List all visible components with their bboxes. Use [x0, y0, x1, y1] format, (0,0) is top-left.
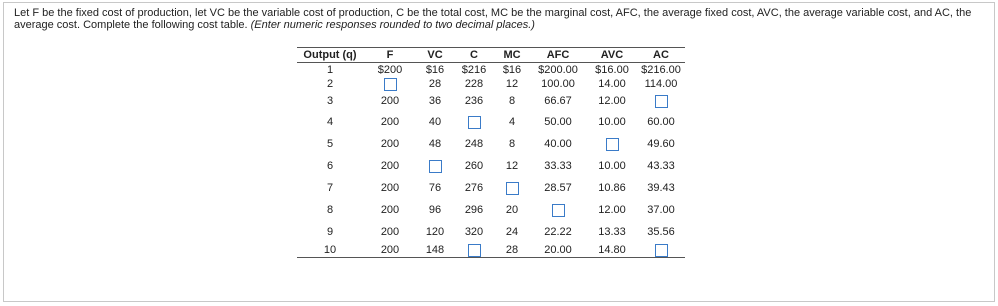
table-row — [297, 199, 685, 221]
answer-input-c-q10[interactable] — [468, 244, 481, 257]
cell-c-q3: 236 — [464, 95, 484, 107]
cell-c-q4 — [453, 111, 495, 133]
table-row — [297, 243, 685, 258]
cell-mc-q9: 24 — [505, 226, 519, 238]
cell-avc-q2: 14.00 — [598, 78, 626, 90]
cell-c-q5: 248 — [464, 138, 484, 150]
cell-c-q1: $216 — [461, 64, 487, 76]
cell-c-q9: 320 — [464, 226, 484, 238]
cell-ac-q2: 114.00 — [644, 78, 678, 90]
header-ac: AC — [637, 48, 685, 63]
cell-output-q7: 7 — [326, 182, 334, 194]
cell-avc-q3: 12.00 — [598, 95, 626, 107]
cell-afc-q9: 22.22 — [544, 226, 572, 238]
cell-avc-q8: 12.00 — [598, 204, 626, 216]
cell-avc-q6: 10.00 — [598, 160, 626, 172]
cell-f-q8: 200 — [380, 204, 400, 216]
header-mc: MC — [495, 48, 529, 63]
cost-table-body — [297, 63, 685, 258]
question-prompt — [14, 7, 989, 31]
cell-vc-q3: 36 — [428, 95, 442, 107]
cell-vc-q10: 148 — [417, 243, 453, 258]
cell-vc-q6 — [417, 155, 453, 177]
cell-vc-q2: 28 — [428, 78, 442, 90]
cell-vc-q1: $16 — [425, 64, 445, 76]
cell-vc-q7: 76 — [428, 182, 442, 194]
cell-ac-q3 — [637, 91, 685, 111]
cell-f-q7: 200 — [380, 182, 400, 194]
cell-c-q8: 296 — [464, 204, 484, 216]
answer-input-afc-q8[interactable] — [552, 204, 565, 217]
cell-afc-q8 — [529, 199, 587, 221]
header-avc: AVC — [587, 48, 637, 63]
table-row — [297, 63, 685, 78]
cell-f-q10: 200 — [363, 243, 417, 258]
cell-f-q9: 200 — [380, 226, 400, 238]
cell-output-q9: 9 — [326, 226, 334, 238]
cell-ac-q1: $216.00 — [641, 64, 681, 76]
cell-f-q1: $200 — [377, 64, 403, 76]
cell-avc-q1: $16.00 — [595, 64, 629, 76]
header-afc: AFC — [529, 48, 587, 63]
table-row — [297, 221, 685, 243]
cell-afc-q6: 33.33 — [544, 160, 572, 172]
cell-mc-q4: 4 — [508, 116, 516, 128]
cell-c-q7: 276 — [464, 182, 484, 194]
cell-output-q6: 6 — [326, 160, 334, 172]
answer-input-ac-q3[interactable] — [655, 95, 668, 108]
header-f: F — [363, 48, 417, 63]
cell-mc-q7 — [495, 177, 529, 199]
cell-afc-q7: 28.57 — [544, 182, 572, 194]
cell-f-q2 — [363, 77, 417, 91]
cell-f-q5: 200 — [380, 138, 400, 150]
cell-avc-q4: 10.00 — [598, 116, 626, 128]
cell-avc-q7: 10.86 — [598, 182, 626, 194]
cell-ac-q8: 37.00 — [647, 204, 675, 216]
cell-ac-q6: 43.33 — [647, 160, 675, 172]
cell-mc-q3: 8 — [508, 95, 516, 107]
cell-ac-q9: 35.56 — [647, 226, 675, 238]
cell-mc-q2: 12 — [505, 78, 519, 90]
cell-output-q3: 3 — [326, 95, 334, 107]
cell-avc-q9: 13.33 — [598, 226, 626, 238]
cell-afc-q2: 100.00 — [541, 78, 575, 90]
cell-output-q10: 10 — [297, 243, 363, 258]
table-row — [297, 111, 685, 133]
cell-vc-q9: 120 — [425, 226, 445, 238]
cost-table — [297, 47, 685, 258]
cell-mc-q8: 20 — [505, 204, 519, 216]
cell-afc-q1: $200.00 — [538, 64, 578, 76]
cell-ac-q5: 49.60 — [647, 138, 675, 150]
answer-input-avc-q5[interactable] — [606, 138, 619, 151]
answer-input-mc-q7[interactable] — [506, 182, 519, 195]
cell-vc-q8: 96 — [428, 204, 442, 216]
cell-f-q3: 200 — [380, 95, 400, 107]
cell-afc-q10: 20.00 — [529, 243, 587, 258]
answer-input-ac-q10[interactable] — [655, 244, 668, 257]
cell-f-q6: 200 — [380, 160, 400, 172]
cell-mc-q10: 28 — [495, 243, 529, 258]
table-row — [297, 177, 685, 199]
table-row — [297, 133, 685, 155]
cell-vc-q5: 48 — [428, 138, 442, 150]
cell-output-q5: 5 — [326, 138, 334, 150]
cell-mc-q1: $16 — [502, 64, 522, 76]
table-header-row — [297, 48, 685, 63]
answer-input-c-q4[interactable] — [468, 116, 481, 129]
cell-c-q2: 228 — [464, 78, 484, 90]
table-row — [297, 155, 685, 177]
cell-c-q6: 260 — [464, 160, 484, 172]
cell-mc-q6: 12 — [505, 160, 519, 172]
cell-f-q4: 200 — [380, 116, 400, 128]
cell-output-q4: 4 — [326, 116, 334, 128]
prompt-instruction: (Enter numeric responses rounded to two decimal places.) — [250, 19, 535, 31]
cell-afc-q5: 40.00 — [544, 138, 572, 150]
cell-mc-q5: 8 — [508, 138, 516, 150]
cell-vc-q4: 40 — [428, 116, 442, 128]
cell-output-q2: 2 — [326, 78, 334, 90]
cell-avc-q10: 14.80 — [587, 243, 637, 258]
prompt-text: Let F be the fixed cost of production, let VC be the variable cost of production, C be the total cost, MC be the marginal cost, AFC, the average fixed cost, AVC, the average variable cost, and AC, the average cost. Complete the following cost table. — [14, 7, 972, 31]
answer-input-vc-q6[interactable] — [429, 160, 442, 173]
cell-afc-q3: 66.67 — [544, 95, 572, 107]
header-output: Output (q) — [297, 48, 363, 63]
cell-output-q1: 1 — [326, 64, 334, 76]
table-row — [297, 91, 685, 111]
cell-ac-q7: 39.43 — [647, 182, 675, 194]
header-c: C — [453, 48, 495, 63]
cell-output-q8: 8 — [326, 204, 334, 216]
cell-afc-q4: 50.00 — [544, 116, 572, 128]
header-vc: VC — [417, 48, 453, 63]
cell-avc-q5 — [587, 133, 637, 155]
table-row — [297, 77, 685, 91]
cell-c-q10 — [453, 243, 495, 258]
cell-ac-q10 — [637, 243, 685, 258]
answer-input-f-q2[interactable] — [384, 78, 397, 91]
cell-ac-q4: 60.00 — [647, 116, 675, 128]
